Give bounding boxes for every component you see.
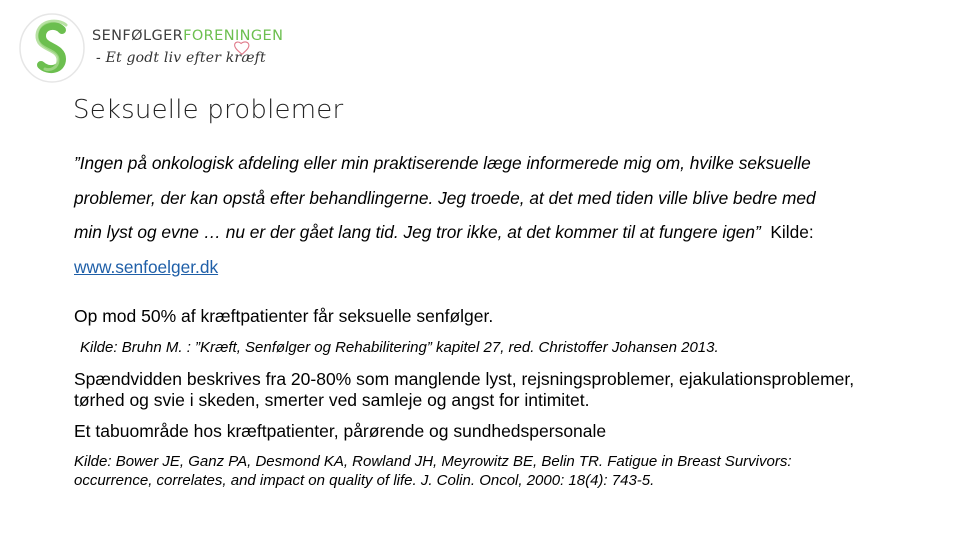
heart-icon <box>233 39 251 57</box>
stat-text: Op mod 50% af kræftpatienter får seksuelle senfølger. <box>74 306 494 326</box>
logo-name-part2: FORENINGEN <box>183 28 284 44</box>
patient-quote <box>74 146 834 284</box>
logo <box>18 12 284 84</box>
taboo-text: Et tabuområde hos kræftpatienter, pårørende og sundhedspersonale <box>74 421 607 441</box>
logo-name-part1: SENFØLGER <box>92 28 184 44</box>
slide-title: Seksuelle problemer <box>73 95 344 125</box>
logo-name <box>92 28 283 44</box>
logo-tagline: - Et godt liv efter kræft <box>96 50 266 66</box>
citation-bruhn: Kilde: Bruhn M. : ”Kræft, Senfølger og Rehabilitering” kapitel 27, red. Christoffer Johansen 2013. <box>80 339 719 356</box>
range-text: Spændvidden beskrives fra 20-80% som manglende lyst, rejsningsproblemer, ejakulationsproblemer, tørhed og svie i skeden, smerter ved samleje og angst for intimitet. <box>74 369 855 410</box>
quote-text: ”Ingen på onkologisk afdeling eller min praktiserende læge informerede mig om, hvilke seksuelle problemer, der kan opstå efter behandlingerne. Jeg troede, at det med tiden ville blive bedre med min lyst og evne … nu er der gået lang tid. Jeg tror ikke, at det kommer til at fungere igen” <box>74 153 816 242</box>
quote-source-label: Kilde: <box>770 222 814 242</box>
citation-bower: Kilde: Bower JE, Ganz PA, Desmond KA, Rowland JH, Meyrowitz BE, Belin TR. Fatigue in Breast Survivors: occurrence, correlates, and impact on quality of life. J. Colin. Oncol, 2000: 18(4): 743-5. <box>74 453 792 489</box>
source-link[interactable]: www.senfoelger.dk <box>74 256 219 277</box>
s-logo-icon <box>18 12 88 84</box>
